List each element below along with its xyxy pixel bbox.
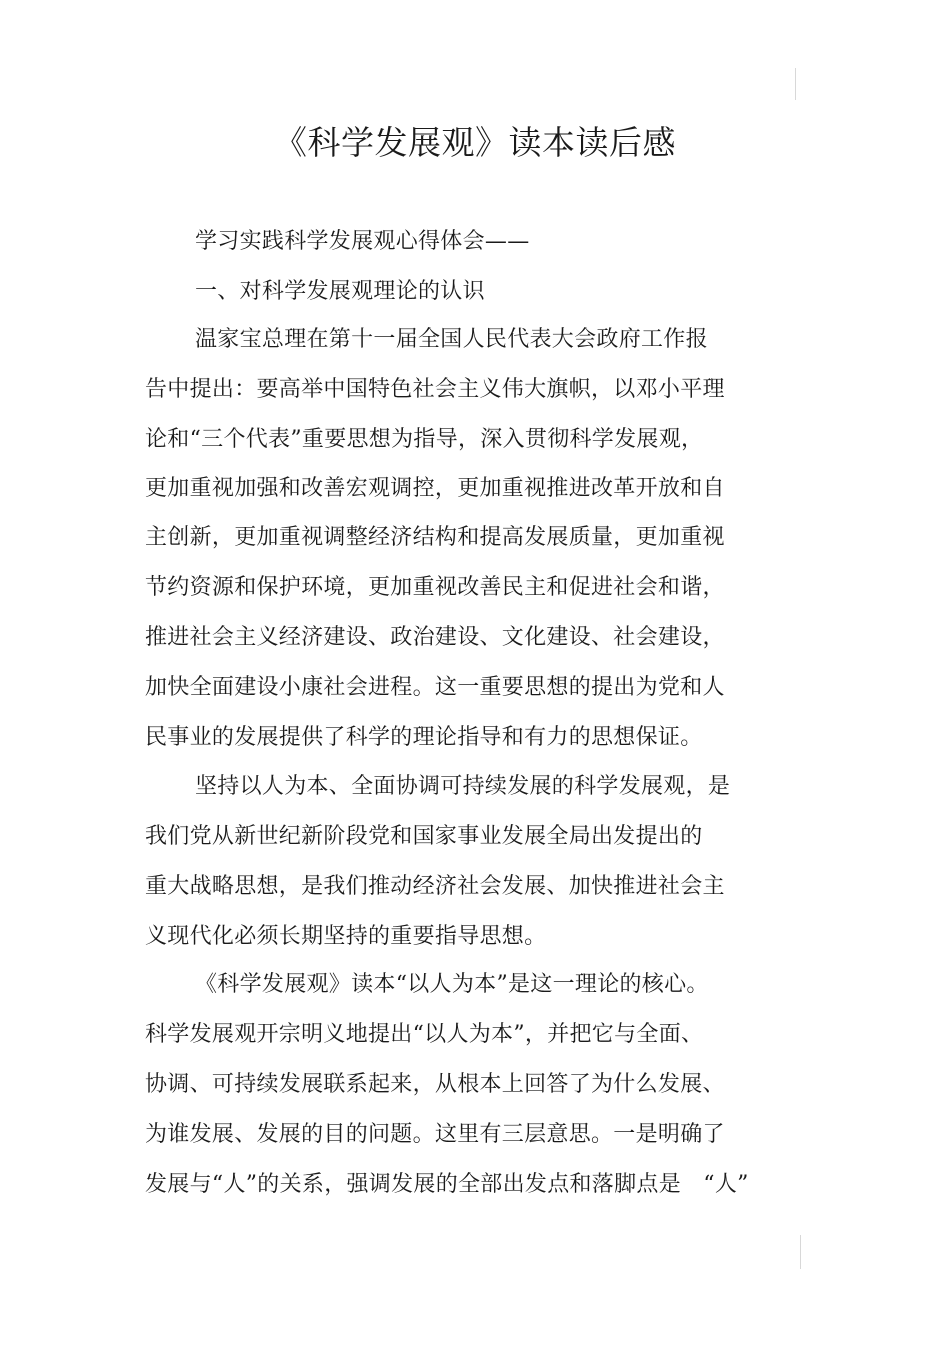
paragraph-line: 更加重视加强和改善宏观调控，更加重视推进改革开放和自 — [145, 476, 725, 501]
paragraph-line: 论和“三个代表”重要思想为指导，深入贯彻科学发展观， — [145, 427, 704, 452]
paragraph-line: 为谁发展、发展的目的问题。这里有三层意思。一是明确了 — [145, 1122, 725, 1147]
paragraph-line: 《科学发展观》读本“以人为本”是这一理论的核心。 — [195, 972, 709, 997]
paragraph-line: 协调、可持续发展联系起来，从根本上回答了为什么发展、 — [145, 1072, 725, 1097]
paragraph-line: 告中提出：要高举中国特色社会主义伟大旗帜，以邓小平理 — [145, 377, 725, 402]
subtitle-line: 学习实践科学发展观心得体会—— — [195, 229, 530, 254]
paragraph-line: 我们党从新世纪新阶段党和国家事业发展全局出发提出的 — [145, 824, 703, 849]
document-title: 《科学发展观》读本读后感 — [274, 123, 676, 162]
paragraph-line: 主创新，更加重视调整经济结构和提高发展质量，更加重视 — [145, 525, 725, 550]
paragraph-line: 节约资源和保护环境，更加重视改善民主和促进社会和谐， — [145, 575, 725, 600]
paragraph-line: 温家宝总理在第十一届全国人民代表大会政府工作报 — [195, 327, 708, 352]
paragraph-line: 推进社会主义经济建设、政治建设、文化建设、社会建设， — [145, 625, 725, 650]
paragraph-line: 发展与“人”的关系，强调发展的全部出发点和落脚点是 “人” — [145, 1172, 749, 1197]
page-edge-mark-bottom — [800, 1235, 801, 1269]
paragraph-line: 重大战略思想，是我们推动经济社会发展、加快推进社会主 — [145, 874, 725, 899]
paragraph-line: 科学发展观开宗明义地提出“以人为本”，并把它与全面、 — [145, 1022, 704, 1047]
paragraph-line: 民事业的发展提供了科学的理论指导和有力的思想保证。 — [145, 725, 703, 750]
paragraph-line: 加快全面建设小康社会进程。这一重要思想的提出为党和人 — [145, 675, 725, 700]
page-edge-mark-top — [795, 68, 796, 100]
paragraph-line: 义现代化必须长期坚持的重要指导思想。 — [145, 924, 547, 949]
paragraph-line: 坚持以人为本、全面协调可持续发展的科学发展观，是 — [195, 774, 731, 799]
section-heading: 一、对科学发展观理论的认识 — [195, 279, 485, 304]
